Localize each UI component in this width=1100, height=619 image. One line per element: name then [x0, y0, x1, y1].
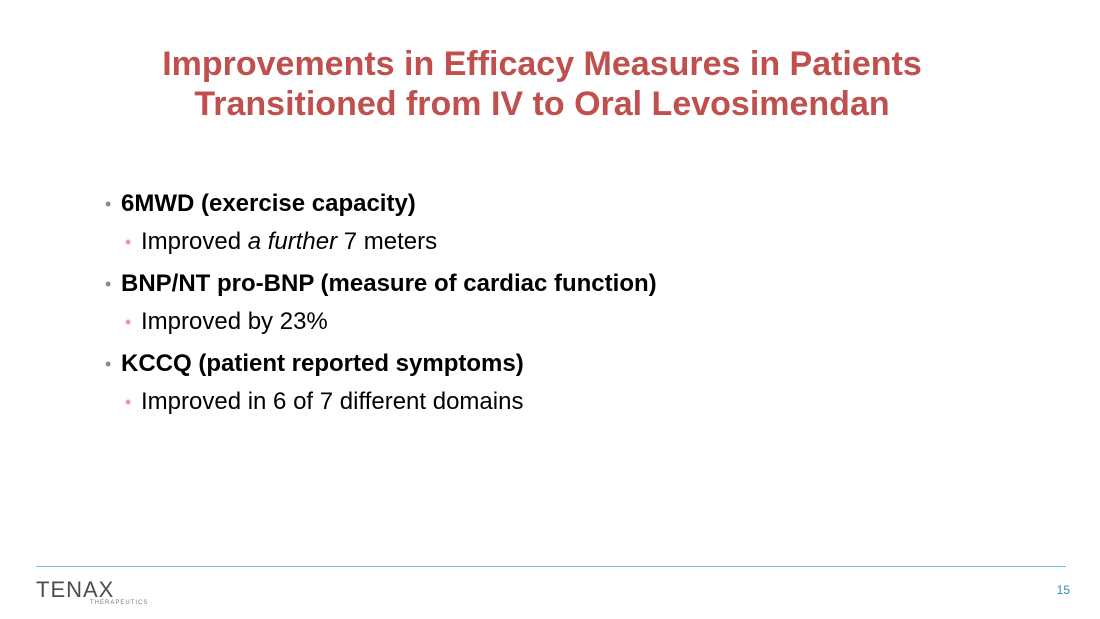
bullet-heading — [105, 268, 1005, 300]
bullet-dot-icon: • — [105, 354, 112, 374]
sub-bullet-dot-icon: • — [125, 312, 132, 332]
bullet-dot-icon: • — [105, 194, 112, 214]
bullet-heading-text: BNP/NT pro-BNP (measure of cardiac function) — [121, 270, 657, 297]
bullet-list — [105, 188, 1005, 428]
sub-text-before: Improved in 6 of 7 different domains — [141, 388, 524, 415]
bullet-heading-text: KCCQ (patient reported symptoms) — [121, 350, 524, 377]
bullet-heading — [105, 188, 1005, 220]
footer-divider — [36, 566, 1066, 567]
bullet-subitem — [105, 226, 1005, 258]
page-number: 15 — [1056, 583, 1070, 597]
sub-text-after: 7 meters — [337, 228, 438, 255]
slide-title — [0, 44, 1084, 124]
bullet-heading-text: 6MWD (exercise capacity) — [121, 190, 416, 217]
company-logo — [36, 577, 149, 608]
logo-wordmark: TENAX — [36, 577, 115, 602]
sub-bullet-dot-icon: • — [125, 392, 132, 412]
sub-text-before: Improved by 23% — [141, 308, 328, 335]
title-line-2: Transitioned from IV to Oral Levosimendan — [194, 85, 890, 123]
title-line-1: Improvements in Efficacy Measures in Patients — [162, 45, 922, 83]
logo-subtext: THERAPEUTICS — [90, 600, 149, 606]
sub-text-before: Improved — [141, 228, 248, 255]
bullet-dot-icon: • — [105, 274, 112, 294]
bullet-subitem — [105, 386, 1005, 418]
sub-text-italic: a further — [247, 228, 338, 255]
sub-bullet-dot-icon: • — [125, 232, 132, 252]
bullet-heading — [105, 348, 1005, 380]
bullet-subitem — [105, 306, 1005, 338]
